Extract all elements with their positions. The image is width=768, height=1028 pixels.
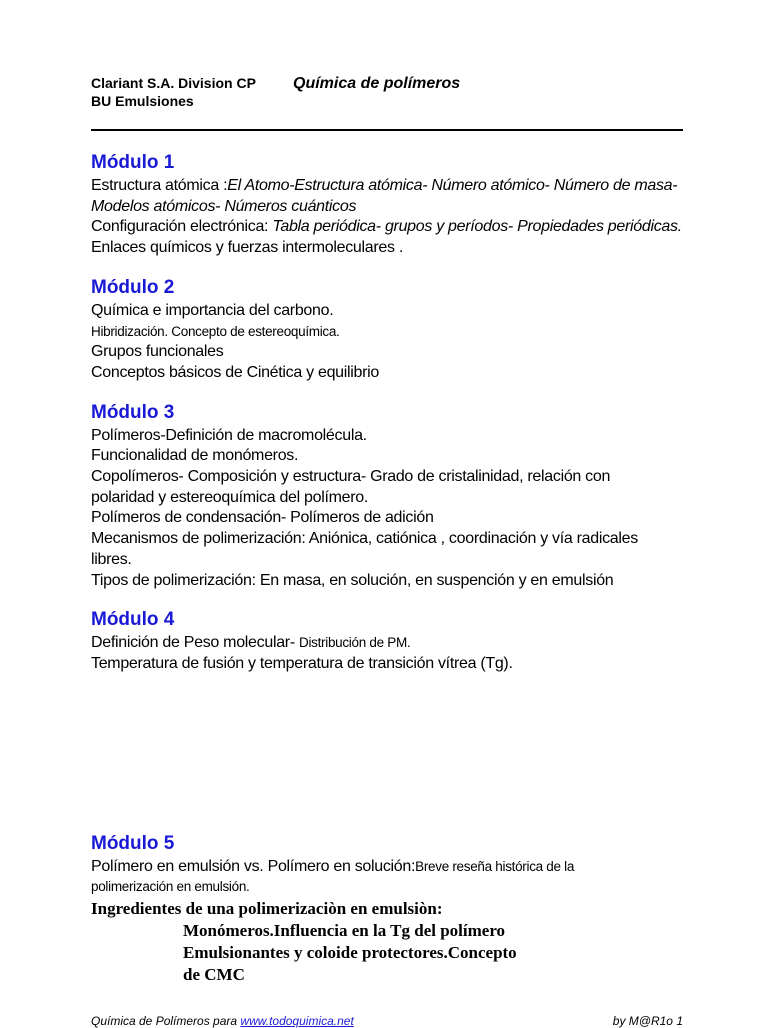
- line-text: Funcionalidad de monómeros.: [91, 447, 299, 465]
- line-text: El Atomo-Estructura atómica- Número atómico- Número de masa-: [227, 177, 678, 194]
- module-section: [91, 831, 691, 986]
- line-text: Química e importancia del carbono.: [91, 301, 334, 319]
- module-line: [91, 633, 691, 654]
- module-line: [91, 446, 691, 467]
- module-title: Módulo 4: [91, 609, 175, 631]
- module-line: [91, 898, 691, 920]
- module-line: [91, 920, 691, 942]
- line-text: Grupos funcionales: [91, 343, 224, 361]
- line-text: Estructura atómica :: [91, 177, 228, 194]
- module-title: Módulo 3: [91, 401, 175, 423]
- line-text: Tipos de polimerización: En masa, en solución, en suspención y en emulsión: [91, 571, 614, 589]
- module-section: [91, 275, 691, 384]
- line-text: Breve reseña histórica de la: [415, 858, 575, 874]
- line-text: Temperatura de fusión y temperatura de transición vítrea (Tg).: [91, 654, 513, 672]
- line-text: de CMC: [183, 965, 245, 985]
- module-section: [91, 400, 691, 592]
- line-text: polaridad y estereoquímica del polímero.: [91, 488, 369, 506]
- module-line: [91, 363, 691, 384]
- module-line: [91, 964, 691, 986]
- module-line: [91, 508, 691, 529]
- module-line: [91, 550, 691, 571]
- line-text: Polímero en emulsión vs. Polímero en solución:: [91, 857, 416, 875]
- page-number: 1: [676, 1014, 683, 1028]
- footer-author: by M@R1o: [612, 1014, 677, 1028]
- module-line: [91, 342, 691, 363]
- document-body: [91, 150, 691, 1002]
- header-unit: BU Emulsiones: [91, 93, 194, 109]
- line-text: Conceptos básicos de Cinética y equilibrio: [91, 363, 380, 381]
- module-line: [91, 571, 691, 592]
- module-line: [91, 942, 691, 964]
- line-text: Tabla periódica- grupos y períodos- Propiedades periódicas.: [272, 218, 682, 236]
- page-footer: [91, 1014, 683, 1028]
- line-text: Distribución de PM.: [299, 635, 411, 651]
- line-text: libres.: [91, 550, 132, 568]
- line-text: Definición de Peso molecular-: [91, 634, 299, 652]
- line-text: Polímeros-Definición de macromolécula.: [91, 426, 367, 444]
- line-text: Copolímeros- Composición y estructura- Grado de cristalinidad, relación con: [91, 468, 611, 486]
- line-text: Emulsionantes y coloide protectores.Concepto: [183, 943, 517, 963]
- module-line: [91, 238, 691, 259]
- line-text: polimerización en emulsión.: [91, 879, 250, 895]
- module-line: [91, 217, 691, 238]
- header-divider: [91, 129, 683, 131]
- module-line: [91, 654, 691, 675]
- module-line: [91, 197, 691, 218]
- blank-space: [91, 691, 691, 831]
- module-title: Módulo 5: [91, 832, 175, 854]
- line-text: Modelos atómicos- Números cuánticos: [91, 197, 357, 215]
- module-line: [91, 467, 691, 488]
- module-line: [91, 322, 691, 343]
- line-text: Monómeros.Influencia en la Tg del polímero: [183, 921, 506, 941]
- module-line: [91, 301, 691, 322]
- module-line: [91, 488, 691, 509]
- header-company-block: [91, 74, 256, 110]
- module-line: [91, 426, 691, 447]
- module-section: [91, 150, 691, 259]
- module-title: Módulo 1: [91, 152, 175, 173]
- module-title: Módulo 2: [91, 276, 175, 298]
- line-text: Polímeros de condensación- Polímeros de adición: [91, 509, 434, 527]
- module-section: [91, 607, 691, 674]
- footer-link[interactable]: www.todoquimica.net: [240, 1014, 354, 1028]
- footer-right: [613, 1014, 683, 1028]
- module-line: [91, 529, 691, 550]
- module-line: [91, 877, 691, 898]
- line-text: Mecanismos de polimerización: Aniónica, catiónica , coordinación y vía radicales: [91, 530, 638, 548]
- line-text: Enlaces químicos y fuerzas intermoleculares .: [91, 239, 403, 257]
- document-title: Química de polímeros: [293, 75, 461, 92]
- module-line: [91, 857, 691, 878]
- line-text: Hibridización. Concepto de estereoquímica.: [91, 323, 340, 339]
- header-company: Clariant S.A. Division CP: [91, 75, 256, 91]
- footer-text: Química de Polímeros para: [91, 1014, 241, 1028]
- module-line: [91, 176, 691, 197]
- line-text: Configuración electrónica:: [91, 218, 273, 236]
- line-text: Ingredientes de una polimerizaciòn en emulsiòn:: [91, 899, 443, 919]
